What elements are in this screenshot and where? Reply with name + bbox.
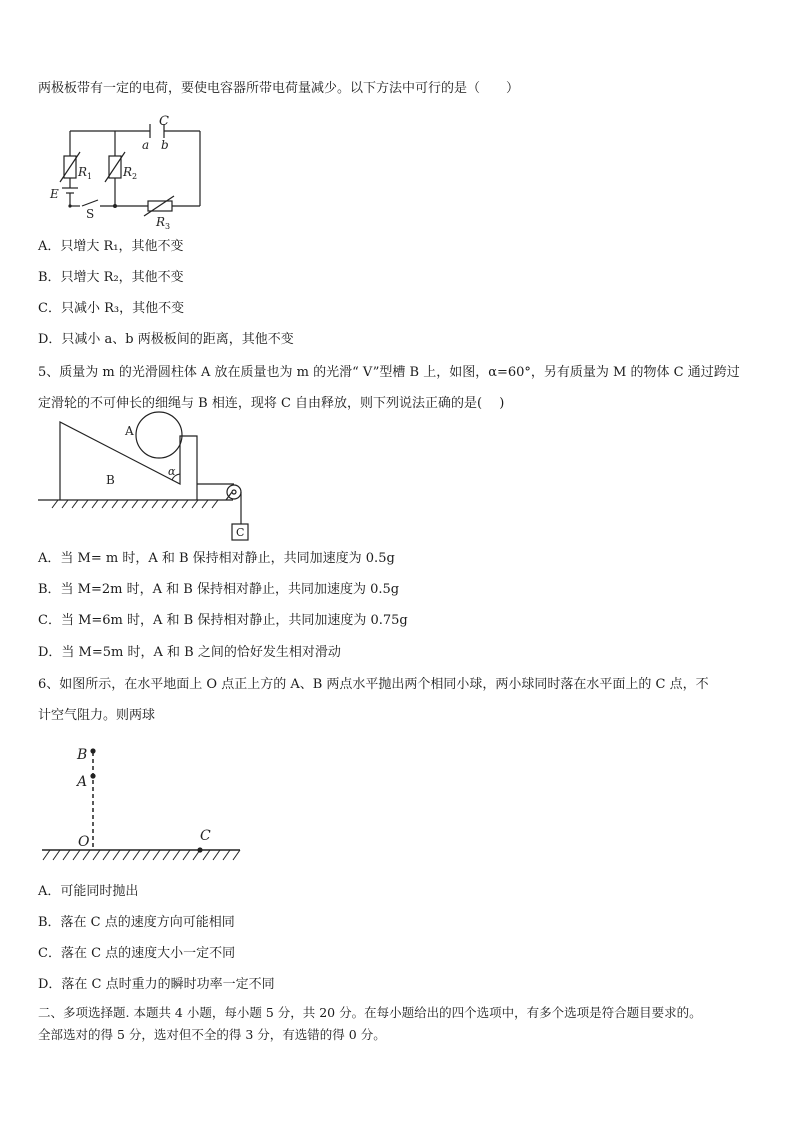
q5-option-d: D．当 M=5m 时，A 和 B 之间的恰好发生相对滑动	[38, 645, 341, 660]
q5-stem-line2: 定滑轮的不可伸长的细绳与 B 相连，现将 C 自由释放，则下列说法正确的是( )	[38, 396, 505, 411]
q4-option-b: B．只增大 R₂，其他不变	[38, 270, 184, 285]
q4-circuit-figure	[40, 112, 210, 230]
q4-label-E: E	[50, 187, 59, 201]
q5-label-B: B	[106, 473, 115, 487]
q5-incline-figure	[38, 418, 258, 544]
q6-label-B: B	[77, 747, 88, 763]
q4-option-a: A．只增大 R₁，其他不变	[38, 239, 184, 254]
q5-label-C: C	[236, 526, 245, 539]
q4-label-R1-sub: 1	[87, 172, 93, 181]
q5-option-a: A．当 M= m 时，A 和 B 保持相对静止，共同加速度为 0.5g	[38, 551, 395, 566]
q6-option-a: A．可能同时抛出	[38, 884, 139, 899]
q4-option-c: C．只减小 R₃，其他不变	[38, 301, 185, 316]
q4-label-S: S	[86, 207, 95, 221]
q4-label-b: b	[161, 138, 169, 152]
q4-option-d: D．只减小 a、b 两极板间的距离，其他不变	[38, 332, 294, 347]
q4-label-R2: R	[123, 165, 133, 179]
q5-label-A: A	[125, 424, 134, 438]
q4-label-R3-sub: 3	[165, 222, 171, 231]
q5-option-c: C．当 M=6m 时，A 和 B 保持相对静止，共同加速度为 0.75g	[38, 613, 408, 628]
svg-text:R2	[122, 165, 137, 181]
q5-stem-line1: 5、质量为 m 的光滑圆柱体 A 放在质量也为 m 的光滑“ V”型槽 B 上，如图，α=60°，另有质量为 M 的物体 C 通过跨过	[38, 365, 740, 380]
svg-text:R3	[155, 215, 170, 231]
q4-stem: 两极板带有一定的电荷，要使电容器所带电荷量减少。以下方法中可行的是（ ）	[38, 81, 520, 96]
q6-option-c: C．落在 C 点的速度大小一定不同	[38, 946, 236, 961]
section2-instructions-line1: 二、多项选择题. 本题共 4 小题，每小题 5 分，共 20 分。在每小题给出的四个选项中，有多个选项是符合题目要求的。	[38, 1005, 702, 1020]
q6-projectile-figure	[40, 740, 244, 866]
q4-label-a: a	[142, 138, 150, 152]
q4-label-R2-sub: 2	[132, 172, 138, 181]
q4-label-R1: R	[78, 165, 88, 179]
q6-option-b: B．落在 C 点的速度方向可能相同	[38, 915, 235, 930]
svg-text:R1	[77, 165, 92, 181]
q6-stem-line2: 计空气阻力。则两球	[38, 708, 156, 723]
q4-label-C: C	[159, 114, 169, 129]
q6-label-A: A	[77, 774, 88, 790]
q5-option-b: B．当 M=2m 时，A 和 B 保持相对静止，共同加速度为 0.5g	[38, 582, 400, 597]
q6-option-d: D．落在 C 点时重力的瞬时功率一定不同	[38, 977, 275, 992]
q6-label-C: C	[200, 828, 211, 844]
q5-label-alpha: α	[168, 465, 176, 478]
section2-instructions-line2: 全部选对的得 5 分，选对但不全的得 3 分，有选错的得 0 分。	[38, 1027, 386, 1042]
q4-label-R3: R	[156, 215, 166, 229]
q6-stem-line1: 6、如图所示，在水平地面上 O 点正上方的 A、B 两点水平抛出两个相同小球，两小球同时落在水平面上的 C 点，不	[38, 677, 709, 692]
q6-label-O: O	[78, 834, 90, 850]
